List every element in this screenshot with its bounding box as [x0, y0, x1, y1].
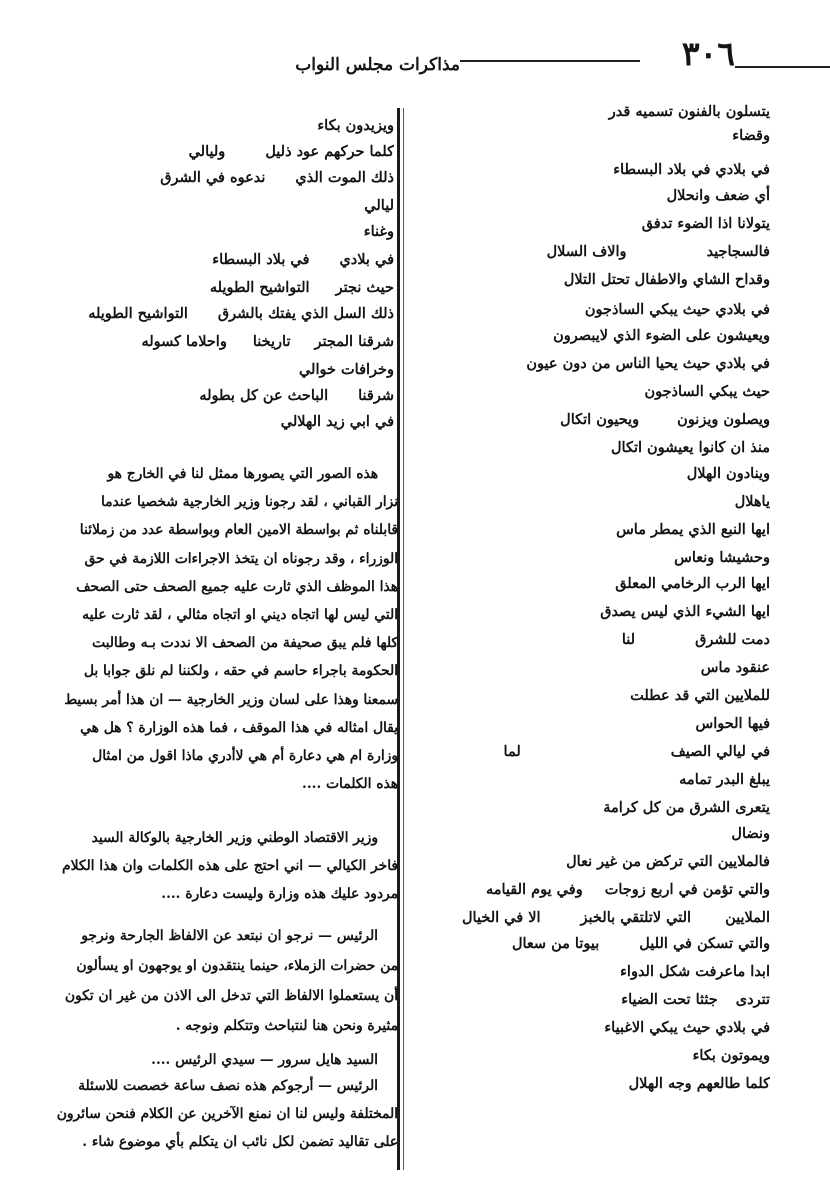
verse-line — [440, 822, 770, 846]
verse-segment: ويعيشون على الضوء الذي لايبصرون — [553, 327, 770, 344]
verse-line — [440, 906, 770, 930]
verse-segment: واحلاما كسوله — [141, 333, 227, 350]
prose-line: وزير الاقتصاد الوطني وزير الخارجية بالوكالة السيد — [91, 830, 378, 846]
verse-segment: فالسجاجيد — [706, 243, 770, 260]
verse-line — [0, 166, 394, 190]
verse-segment: في ابي زيد الهلالي — [280, 413, 394, 430]
verse-line — [440, 878, 770, 902]
verse-line — [0, 140, 394, 164]
header-rule — [460, 60, 640, 62]
verse-segment: يتعرى الشرق من كل كرامة — [603, 799, 770, 816]
verse-segment: والاف السلال — [546, 243, 627, 260]
verse-line — [440, 932, 770, 956]
verse-segment: كلما حركهم عود ذليل — [265, 143, 394, 160]
prose-line: نزار القباني ، لقد رجونا وزير الخارجية شخصيا عندما — [100, 494, 398, 511]
verse-segment: فالملايين التي تركض من غير نعال — [566, 853, 770, 870]
verse-segment: وخرافات خوالي — [298, 361, 394, 378]
verse-segment: وفي يوم القيامه — [485, 881, 583, 898]
verse-segment: وينادون الهلال — [686, 465, 770, 482]
verse-line — [440, 1016, 770, 1040]
verse-line — [440, 768, 770, 792]
verse-segment: التي لاتلتقي بالخبز — [580, 909, 692, 926]
verse-segment: أي ضعف وانحلال — [666, 187, 770, 204]
verse-segment: في بلادي في بلاد البسطاء — [613, 161, 770, 178]
verse-line — [440, 546, 770, 570]
verse-segment: والتي تؤمن في اربع زوجات — [604, 881, 770, 898]
prose-line: هذا الموظف الذي ثارت عليه جميع الصحف حتى الصحف — [76, 578, 398, 595]
verse-segment: ياهلال — [734, 493, 770, 510]
verse-segment: وقضاء — [732, 127, 770, 144]
prose-line: الحكومة باجراء حاسم في حقه ، ولكننا لم نلق جوابا بل — [83, 663, 398, 680]
verse-line — [440, 628, 770, 652]
verse-line — [440, 684, 770, 708]
column-divider-thin — [403, 108, 404, 1170]
verse-segment: حيث يبكي الساذجون — [644, 383, 770, 400]
prose-line: فاخر الكيالي — اني احتج على هذه الكلمات وان هذا الكلام — [62, 858, 398, 874]
verse-line — [440, 1044, 770, 1068]
verse-line — [440, 352, 770, 376]
verse-line — [440, 1072, 770, 1096]
verse-segment: ندعوه في الشرق — [160, 169, 266, 186]
verse-segment: يبلغ البدر تمامه — [679, 771, 770, 788]
verse-line — [440, 600, 770, 624]
verse-segment: فيها الحواس — [695, 715, 770, 732]
prose-line: كلها فلم يبق صحيفة من الصحف الا نددت بـه وطالبت — [92, 635, 398, 652]
verse-line — [440, 324, 770, 348]
verse-line — [440, 740, 770, 764]
verse-segment: الا في الخيال — [462, 909, 541, 926]
verse-line — [0, 358, 394, 382]
verse-line — [440, 408, 770, 432]
verse-line — [440, 518, 770, 542]
verse-line — [440, 988, 770, 1012]
verse-segment: ذلك الموت الذي — [295, 169, 394, 186]
prose-line: المختلفة وليس لنا ان نمنع الآخرين عن الكلام فنحن سائرون — [56, 1106, 398, 1122]
verse-segment: التواشيح الطويله — [88, 305, 188, 322]
prose-line: مثيرة ونحن هنا لنتباحث وتتكلم ونوجه . — [175, 1018, 398, 1034]
prose-line: الرئيس — أرجوكم هذه نصف ساعة خصصت للاسئلة — [78, 1078, 378, 1094]
verse-segment: ايها الرب الرخامي المعلق — [615, 575, 770, 592]
prose-line: وزارة ام هي دعارة أم هي لاأدري ماذا اقول من امثال — [92, 748, 398, 764]
verse-line — [440, 100, 770, 124]
verse-segment: عنقود ماس — [700, 659, 770, 676]
verse-line — [0, 248, 394, 272]
verse-line — [440, 212, 770, 236]
prose-line: السيد هايل سرور — سيدي الرئيس .... — [151, 1052, 378, 1068]
verse-segment: ايها النبع الذي يمطر ماس — [616, 521, 770, 538]
verse-line — [440, 124, 770, 148]
verse-line — [440, 380, 770, 404]
verse-segment: ويحيون اتكال — [560, 411, 640, 428]
verse-segment: كلما طالعهم وجه الهلال — [628, 1075, 770, 1092]
verse-segment: منذ ان كانوا يعيشون اتكال — [610, 439, 770, 456]
verse-line — [440, 712, 770, 736]
verse-segment: وقداح الشاي والاطفال تحتل التلال — [563, 271, 770, 288]
verse-segment: ايها الشيء الذي ليس يصدق — [600, 603, 770, 620]
verse-segment: الباحث عن كل بطوله — [199, 387, 329, 404]
prose-line: هذه الكلمات .... — [302, 776, 398, 793]
verse-line — [0, 194, 394, 218]
verse-line — [440, 436, 770, 460]
verse-segment: وليالي — [188, 143, 226, 160]
verse-segment: ويصلون ويزنون — [677, 411, 770, 428]
prose-line: الرئيس — نرجو ان نبتعد عن الالفاظ الجارحة ونرجو — [81, 928, 378, 944]
prose-line: مردود عليك هذه وزارة وليست دعارة .... — [161, 886, 398, 902]
verse-segment: شرقنا المجتر — [314, 333, 394, 350]
verse-segment: جثثا تحت الضياء — [621, 991, 718, 1008]
verse-segment: تتردى — [735, 991, 770, 1008]
page-number: ٣٠٦ — [681, 34, 735, 73]
verse-line — [440, 240, 770, 264]
verse-line — [440, 656, 770, 680]
verse-segment: وغناء — [363, 223, 394, 240]
verse-segment: في بلادي حيث يبكي الساذجون — [584, 301, 770, 318]
verse-segment: ذلك السل الذي يفتك بالشرق — [217, 305, 394, 322]
prose-line: التي ليس لها اتجاه ديني او اتجاه مثالي ، لقد ثارت عليه — [82, 607, 398, 623]
header-rule-right — [735, 66, 830, 68]
verse-segment: بيوتا من سعال — [511, 935, 600, 952]
verse-line — [440, 184, 770, 208]
prose-line: هذه الصور التي يصورها ممثل لنا في الخارج هو — [107, 466, 378, 482]
verse-line — [440, 850, 770, 874]
verse-line — [440, 298, 770, 322]
verse-segment: في بلادي — [339, 251, 394, 268]
verse-segment: يتسلون بالفنون تسميه قدر — [608, 103, 770, 120]
prose-line: سمعنا وهذا على لسان وزير الخارجية — ان هذا أمر بسيط — [64, 691, 398, 708]
verse-line — [0, 410, 394, 434]
prose-line: الوزراء ، وقد رجوناه ان يتخذ الاجراءات اللازمة في حق — [84, 550, 398, 567]
verse-line — [0, 276, 394, 300]
verse-segment: في بلادي حيث يحيا الناس من دون عيون — [526, 355, 770, 372]
verse-line — [0, 220, 394, 244]
prose-line: قابلناه ثم بواسطة الامين العام وبواسطة عدد من زملائنا — [79, 522, 398, 539]
verse-segment: في بلاد البسطاء — [212, 251, 310, 268]
verse-line — [440, 158, 770, 182]
verse-line — [440, 268, 770, 292]
verse-line — [440, 462, 770, 486]
verse-line — [0, 302, 394, 326]
verse-line — [0, 114, 394, 138]
verse-segment: والتي تسكن في الليل — [639, 935, 770, 952]
verse-segment: ونضال — [731, 825, 770, 842]
verse-segment: ويموتون بكاء — [692, 1047, 770, 1064]
verse-segment: لما — [503, 743, 521, 760]
verse-segment: ليالي — [364, 197, 394, 214]
verse-segment: في بلادي حيث يبكي الاغبياء — [604, 1019, 770, 1036]
verse-segment: ويزيدون بكاء — [317, 117, 394, 134]
verse-segment: الملايين — [725, 909, 770, 926]
prose-line: على تقاليد تضمن لكل نائب ان يتكلم بأي موضوع شاء . — [82, 1134, 398, 1150]
verse-segment: تاريخنا — [252, 333, 291, 350]
verse-segment: ابدا ماعرفت شكل الدواء — [620, 963, 770, 980]
verse-segment: لنا — [621, 631, 636, 648]
verse-segment: دمت للشرق — [695, 631, 770, 648]
verse-line — [0, 384, 394, 408]
verse-segment: شرقنا — [358, 387, 394, 404]
verse-line — [0, 330, 394, 354]
verse-segment: التواشيح الطويله — [209, 279, 310, 296]
running-title: مذاكرات مجلس النواب — [295, 55, 460, 75]
prose-line: يقال امثاله في هذا الموقف ، فما هذه الوزارة ؟ هل هي — [80, 719, 398, 736]
verse-line — [440, 572, 770, 596]
verse-line — [440, 796, 770, 820]
prose-line: من حضرات الزملاء، حينما ينتقدون او يوجهون او يسألون — [76, 958, 398, 974]
verse-segment: وحشيشا ونعاس — [674, 549, 770, 566]
prose-line: أن يستعملوا الالفاظ التي تدخل الى الاذن من غير ان تكون — [64, 988, 398, 1004]
verse-segment: يتولانا اذا الضوء تدفق — [641, 215, 770, 232]
verse-segment: حيث نجتر — [335, 279, 394, 296]
verse-segment: في ليالي الصيف — [670, 743, 770, 760]
verse-line — [440, 960, 770, 984]
verse-line — [440, 490, 770, 514]
verse-segment: للملايين التي قد عطلت — [630, 687, 770, 704]
